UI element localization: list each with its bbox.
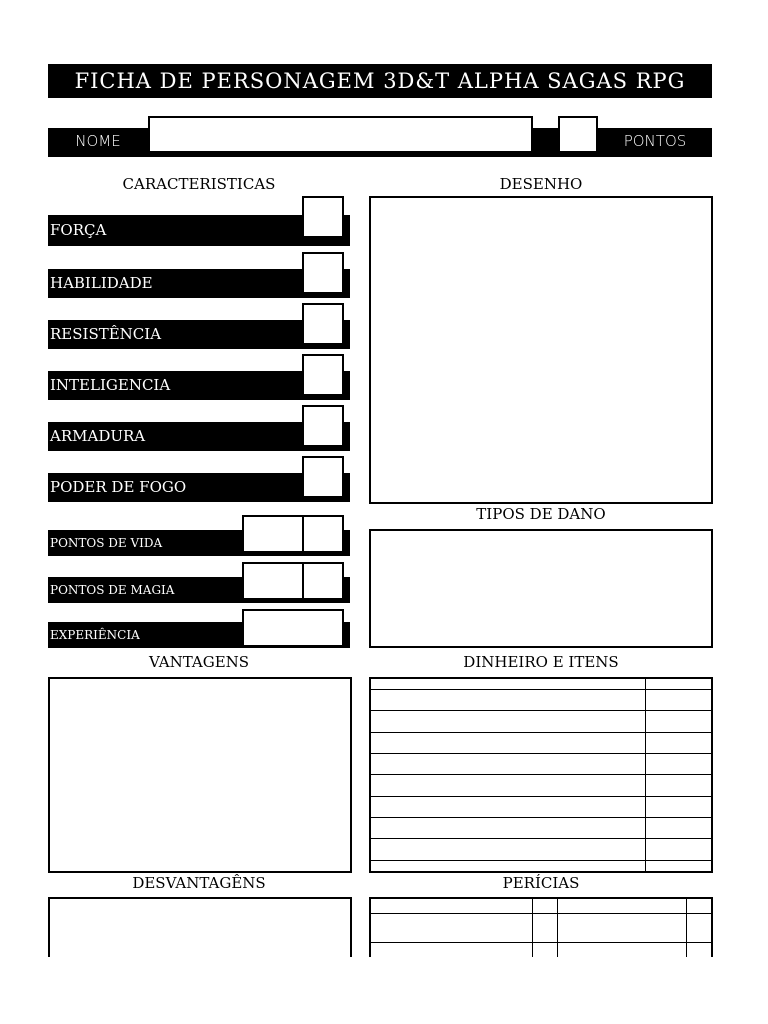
amount-cell[interactable]: [645, 796, 711, 817]
section-title-dinheiro-itens: DINHEIRO E ITENS: [463, 653, 619, 671]
resource-label: EXPERIÊNCIA: [50, 628, 140, 642]
skill-value-cell[interactable]: [532, 943, 557, 958]
item-cell[interactable]: [371, 796, 645, 817]
resource-current-pontos-de-vida[interactable]: [242, 515, 304, 553]
section-title-pericias: PERÍCIAS: [502, 874, 580, 892]
section-title-vantagens: VANTAGENS: [148, 653, 250, 671]
table-row: [371, 839, 711, 860]
advantages-area[interactable]: [48, 677, 352, 873]
item-cell[interactable]: [371, 690, 645, 711]
item-cell[interactable]: [371, 679, 645, 690]
amount-cell[interactable]: [645, 679, 711, 690]
attribute-label: FORÇA: [50, 221, 107, 239]
item-cell[interactable]: [371, 860, 645, 871]
attribute-label: INTELIGENCIA: [50, 376, 171, 394]
attribute-value-resistencia[interactable]: [302, 303, 344, 345]
section-title-caracteristicas: CARACTERISTICAS: [122, 175, 276, 193]
attribute-label: RESISTÊNCIA: [50, 325, 162, 343]
attribute-label: ARMADURA: [50, 427, 146, 445]
money-items-lines: [371, 679, 711, 871]
skill-cell[interactable]: [371, 943, 532, 958]
amount-cell[interactable]: [645, 775, 711, 796]
amount-cell[interactable]: [645, 818, 711, 839]
damage-types-area[interactable]: [369, 529, 713, 648]
amount-cell[interactable]: [645, 860, 711, 871]
attribute-value-habilidade[interactable]: [302, 252, 344, 294]
table-row: [371, 690, 711, 711]
attribute-value-forca[interactable]: [302, 196, 344, 238]
disadvantages-area[interactable]: [48, 897, 352, 957]
table-row: [371, 732, 711, 753]
sheet-title: FICHA DE PERSONAGEM 3D&T ALPHA SAGAS RPG: [48, 64, 712, 98]
table-row: [371, 914, 711, 943]
table-row: [371, 711, 711, 732]
attribute-value-armadura[interactable]: [302, 405, 344, 447]
attribute-label: HABILIDADE: [50, 274, 153, 292]
section-title-desenho: DESENHO: [499, 175, 583, 193]
skill-value-cell[interactable]: [686, 914, 711, 943]
resource-current-pontos-de-magia[interactable]: [242, 562, 304, 600]
points-label: PONTOS: [623, 132, 687, 150]
table-row: [371, 754, 711, 775]
amount-cell[interactable]: [645, 732, 711, 753]
skills-lines: [371, 899, 711, 957]
table-row: [371, 899, 711, 914]
attribute-label: PODER DE FOGO: [50, 478, 187, 496]
skill-cell[interactable]: [371, 914, 532, 943]
skill-cell[interactable]: [557, 943, 686, 958]
resource-max-pontos-de-magia[interactable]: [302, 562, 344, 600]
skill-value-cell[interactable]: [686, 899, 711, 914]
table-row: [371, 860, 711, 871]
name-label: NOME: [75, 132, 121, 150]
section-title-tipos-de-dano: TIPOS DE DANO: [476, 505, 606, 523]
name-field[interactable]: [148, 116, 533, 153]
skill-cell[interactable]: [371, 899, 532, 914]
item-cell[interactable]: [371, 754, 645, 775]
table-row: [371, 943, 711, 958]
money-items-table: [369, 677, 713, 873]
skills-table: [369, 897, 713, 957]
resource-label: PONTOS DE MAGIA: [50, 583, 175, 597]
resource-value-experiencia[interactable]: [242, 609, 344, 647]
skill-value-cell[interactable]: [532, 914, 557, 943]
item-cell[interactable]: [371, 818, 645, 839]
table-row: [371, 796, 711, 817]
table-row: [371, 679, 711, 690]
attribute-value-poder-de-fogo[interactable]: [302, 456, 344, 498]
amount-cell[interactable]: [645, 711, 711, 732]
item-cell[interactable]: [371, 711, 645, 732]
item-cell[interactable]: [371, 839, 645, 860]
table-row: [371, 818, 711, 839]
points-field[interactable]: [558, 116, 598, 153]
resource-label: PONTOS DE VIDA: [50, 536, 163, 550]
skill-value-cell[interactable]: [532, 899, 557, 914]
drawing-area[interactable]: [369, 196, 713, 504]
item-cell[interactable]: [371, 775, 645, 796]
skill-cell[interactable]: [557, 899, 686, 914]
amount-cell[interactable]: [645, 754, 711, 775]
amount-cell[interactable]: [645, 690, 711, 711]
table-row: [371, 775, 711, 796]
attribute-value-inteligencia[interactable]: [302, 354, 344, 396]
skill-cell[interactable]: [557, 914, 686, 943]
section-title-desvantagens: DESVANTAGÊNS: [132, 874, 266, 892]
amount-cell[interactable]: [645, 839, 711, 860]
resource-max-pontos-de-vida[interactable]: [302, 515, 344, 553]
item-cell[interactable]: [371, 732, 645, 753]
skill-value-cell[interactable]: [686, 943, 711, 958]
